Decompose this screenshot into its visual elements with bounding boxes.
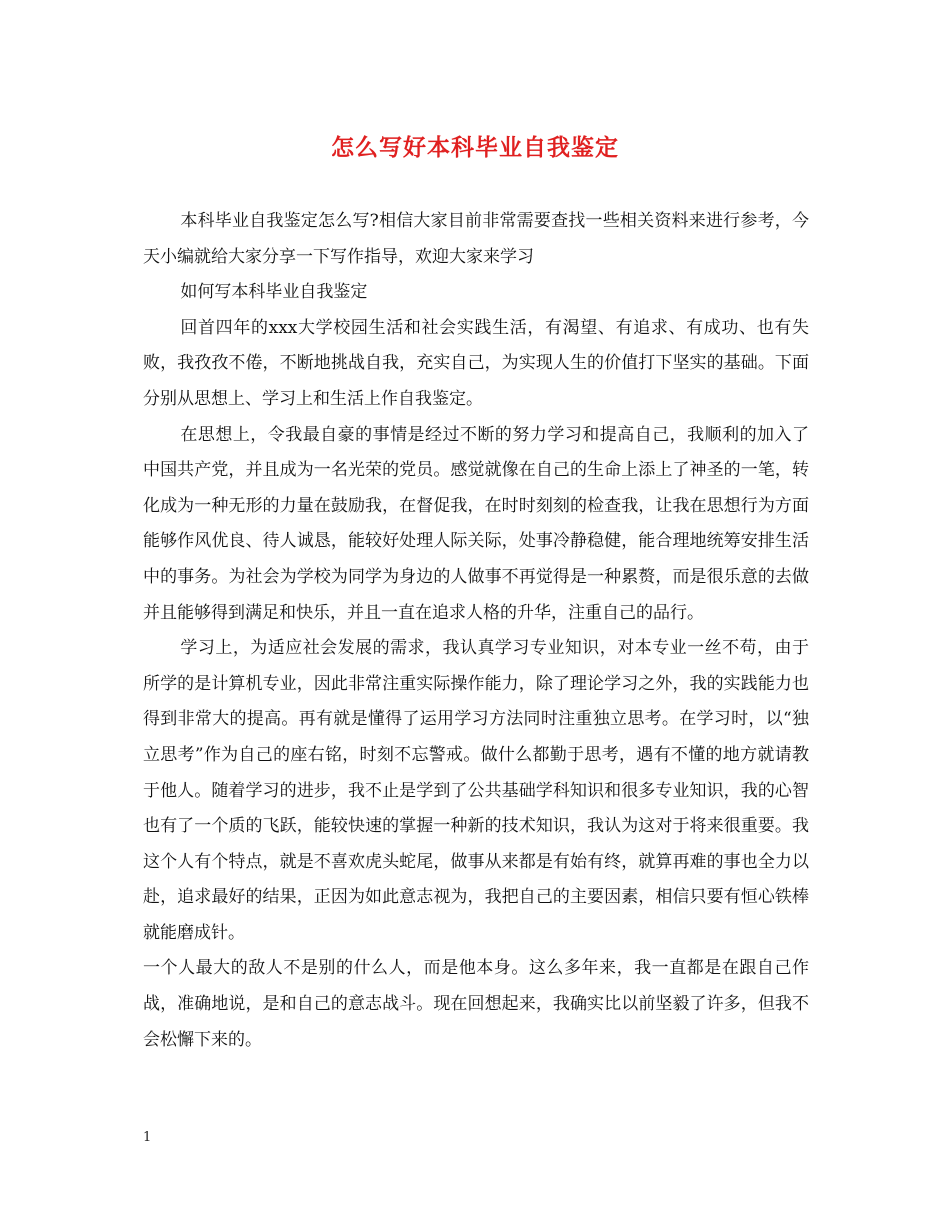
document-title: 怎么写好本科毕业自我鉴定 bbox=[331, 134, 619, 161]
paragraph-intro: 本科毕业自我鉴定怎么写?相信大家目前非常需要查找一些相关资料来进行参考，今天小编就给大家分享一下写作指导，欢迎大家来学习 bbox=[143, 211, 809, 267]
paragraph-ideology: 在思想上，令我最自豪的事情是经过不断的努力学习和提高自己，我顺利的加入了中国共产党，并且成为一名光荣的党员。感觉就像在自己的生命上添上了神圣的一笔，转化成为一种无形的力量在鼓励我，在督促我，在时时刻刻的检查我，让我在思想行为方面能够作风优良、待人诚恳，能较好处理人际关际，处事冷静稳健，能合理地统筹安排生活中的事务。为社会为学校为同学为身边的人做事不再觉得是一种累赘，而是很乐意的去做并且能够得到满足和快乐，并且一直在追求人格的升华，注重自己的品行。 bbox=[143, 424, 809, 623]
paragraph-study: 学习上，为适应社会发展的需求，我认真学习专业知识，对本专业一丝不苟，由于所学的是计算机专业，因此非常注重实际操作能力，除了理论学习之外，我的实践能力也得到非常大的提高。再有就是懂得了运用学习方法同时注重独立思考。在学习时，以“独立思考”作为自己的座右铭，时刻不忘警戒。做什么都勤于思考，遇有不懂的地方就请教于他人。随着学习的进步，我不止是学到了公共基础学科知识和很多专业知识，我的心智也有了一个质的飞跃，能较快速的掌握一种新的技术知识，我认为这对于将来很重要。我这个人有个特点，就是不喜欢虎头蛇尾，做事从来都是有始有终，就算再难的事也全力以赴，追求最好的结果，正因为如此意志视为，我把自己的主要因素，相信只要有恒心铁棒就能磨成针。 bbox=[143, 638, 809, 943]
paragraph-review: 回首四年的xxx大学校园生活和社会实践生活，有渴望、有追求、有成功、也有失败，我孜孜不倦，不断地挑战自我，充实自己，为实现人生的价值打下坚实的基础。下面分别从思想上、学习上和生活上作自我鉴定。 bbox=[143, 317, 809, 409]
paragraph-subheading: 如何写本科毕业自我鉴定 bbox=[180, 282, 368, 303]
page-number: 1 bbox=[143, 1130, 152, 1145]
paragraph-self: 一个人最大的敌人不是别的什么人，而是他本身。这么多年来，我一直都是在跟自己作战，准确地说，是和自己的意志战斗。现在回想起来，我确实比以前坚毅了许多，但我不会松懈下来的。 bbox=[143, 958, 809, 1050]
document-body bbox=[143, 204, 809, 1058]
